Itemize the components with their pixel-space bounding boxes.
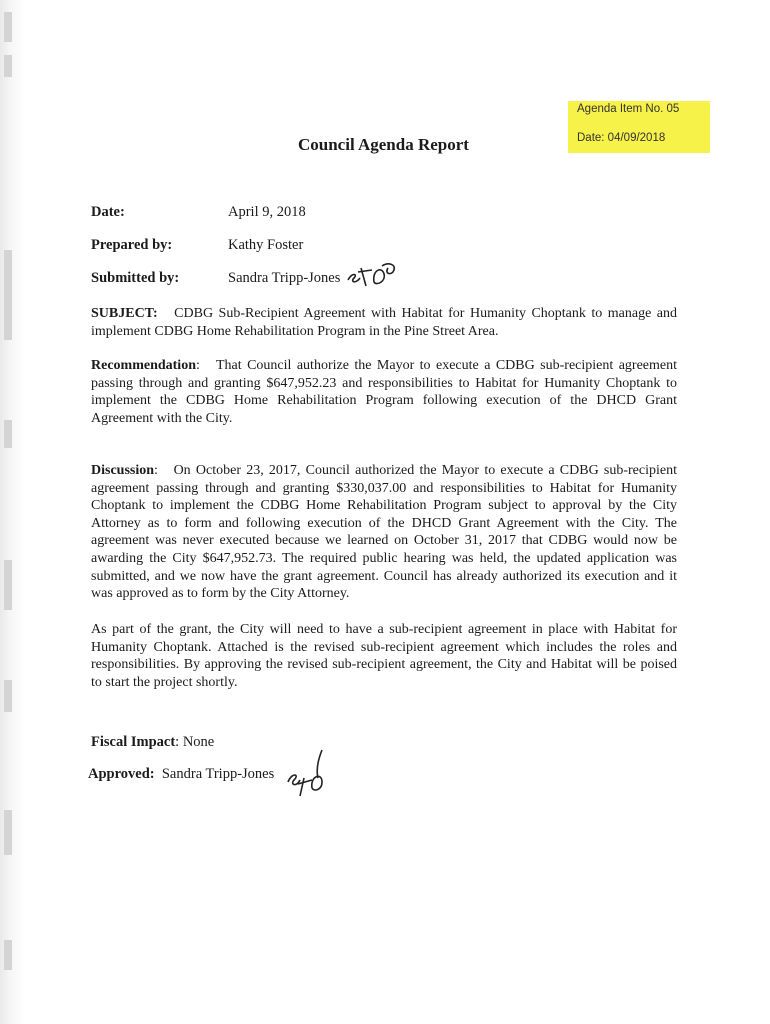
discussion-text: On October 23, 2017, Council authorized the Mayor to execute a CDBG sub-recipient agreement passing through and granting $330,037.00 and responsibilities to Habitat for Humanity Choptank to implement the CDBG Home Rehabilitation Program subject to approval by the City Attorney as to form and following execution of the DHCD Grant Agreement with the City. The agreement was never executed because we learned on October 31, 2017 that CDBG would now be awarding the City $647,952.73. The required public hearing was held, the updated application was submitted, and we now have the grant agreement. Council has already authorized its execution and it was approved as to form by the City Attorney. — [91, 463, 677, 602]
approval-initials-icon — [282, 748, 330, 798]
signature-initials-icon — [344, 258, 400, 288]
agenda-date: Date: 04/09/2018 — [577, 132, 666, 144]
grant-paragraph: As part of the grant, the City will need to have a sub-recipient agreement in place with Habitat for Humanity Choptank. Attached is the revised sub-recipient agreement which includes the roles and responsibilities. By approving the revised sub-recipient agreement, the City and Habitat will be poised to start the project shortly. — [91, 622, 677, 690]
page-title: Council Agenda Report — [298, 135, 469, 154]
recommendation-paragraph: Recommendation: That Council authorize the Mayor to execute a CDBG sub-recipient agreement passing through and granting $647,952.23 and responsibilities to Habitat for Humanity Choptank to implement the CDBG Home Rehabilitation Program following execution of the DHCD Grant Agreement with the City. — [91, 358, 678, 426]
submitted-by-label: Submitted by: — [91, 270, 180, 286]
discussion-label: Discussion — [91, 463, 155, 478]
recommendation-label: Recommendation — [91, 358, 196, 373]
approved-label: Approved: — [88, 766, 155, 782]
subject-paragraph — [91, 305, 677, 340]
fiscal-impact: Fiscal Impact: None — [91, 734, 215, 750]
scan-edge — [0, 0, 26, 1024]
approved-value: Sandra Tripp-Jones — [161, 766, 275, 782]
prepared-by-value: Kathy Foster — [228, 237, 304, 253]
recommendation-text: That Council authorize the Mayor to execute a CDBG sub-recipient agreement passing through and granting $647,952.23 and responsibilities to Habitat for Humanity Choptank to implement the CDBG Home Rehabilitation Program following execution of the DHCD Grant Agreement with the City. — [91, 358, 678, 426]
fiscal-impact-value: None — [182, 734, 215, 750]
agenda-item-number: Agenda Item No. 05 — [577, 103, 680, 115]
discussion-paragraph: Discussion: On October 23, 2017, Council authorized the Mayor to execute a CDBG sub-recipient agreement passing through and granting $330,037.00 and responsibilities to Habitat for Humanity Choptank to implement the CDBG Home Rehabilitation Program subject to approval by the City Attorney as to form and following execution of the DHCD Grant Agreement with the City. The agreement was never executed because we learned on October 31, 2017 that CDBG would now be awarding the City $647,952.73. The required public hearing was held, the updated application was submitted, and we now have the grant agreement. Council has already authorized its execution and it was approved as to form by the City Attorney. — [91, 463, 677, 602]
submitted-by-value: Sandra Tripp-Jones — [228, 270, 341, 286]
agenda-sticker — [568, 101, 710, 153]
date-value: April 9, 2018 — [228, 204, 306, 220]
approval-line — [88, 766, 274, 783]
subject-label: SUBJECT: — [91, 306, 158, 321]
date-label: Date: — [91, 204, 125, 220]
fiscal-impact-label: Fiscal Impact — [91, 734, 176, 750]
subject-text: CDBG Sub-Recipient Agreement with Habitat for Humanity Choptank to manage and implement CDBG Home Rehabilitation Program in the Pine Street Area. — [91, 306, 678, 339]
prepared-by-label: Prepared by: — [91, 237, 173, 253]
